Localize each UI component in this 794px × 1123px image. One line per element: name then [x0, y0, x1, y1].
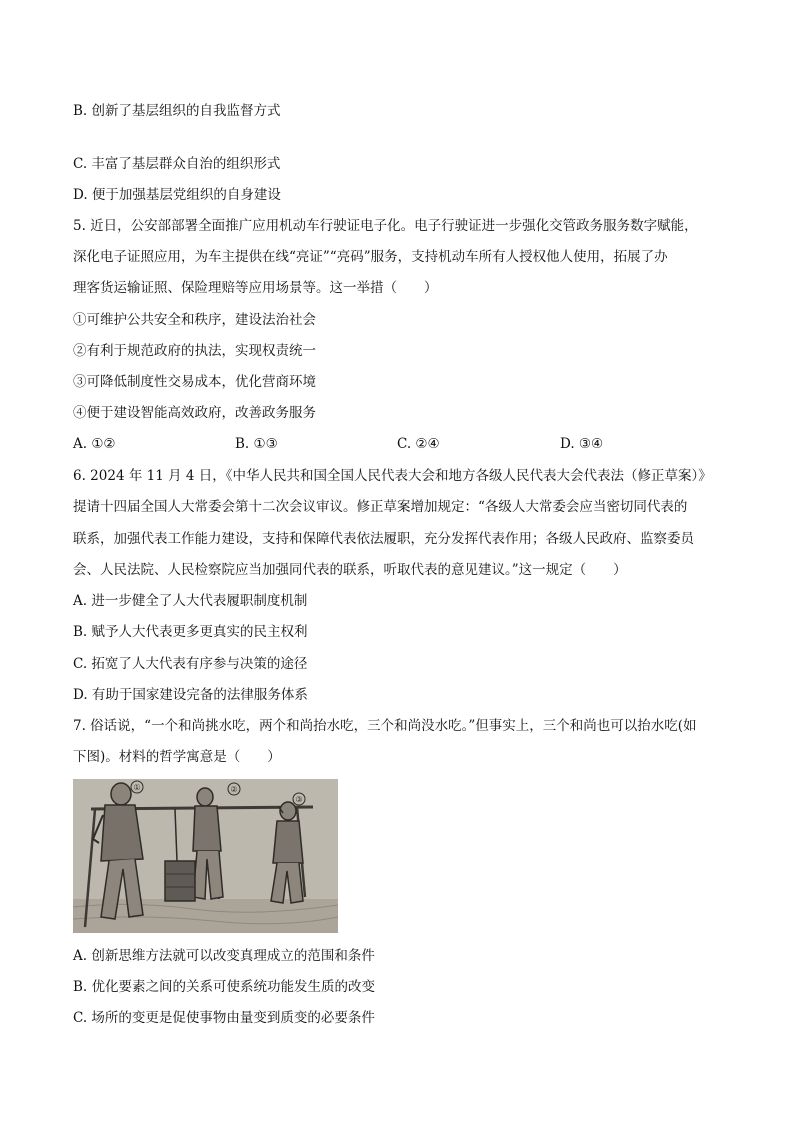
figure-label-1: ①: [133, 783, 141, 792]
q6-option-c: C. 拓宽了人大代表有序参与决策的途径: [73, 656, 308, 672]
figure-label-3: ③: [295, 795, 303, 804]
q4-option-b: B. 创新了基层组织的自我监督方式: [73, 103, 281, 119]
q5-item-3: ③可降低制度性交易成本，优化营商环境: [73, 374, 316, 390]
q5-option-a: A. ①②: [73, 436, 116, 452]
q7-option-c: C. 场所的变更是促使事物由量变到质变的必要条件: [73, 1010, 375, 1026]
q5-item-1: ①可维护公共安全和秩序，建设法治社会: [73, 312, 316, 328]
q7-option-a: A. 创新思维方法就可以改变真理成立的范围和条件: [73, 948, 375, 964]
q6-option-d: D. 有助于国家建设完备的法律服务体系: [73, 687, 308, 703]
three-monks-sketch: [73, 779, 338, 933]
q6-option-b: B. 赋予人大代表更多更真实的民主权利: [73, 624, 308, 640]
q4-option-c: C. 丰富了基层群众自治的组织形式: [73, 156, 281, 172]
q5-options: [73, 436, 733, 456]
q5-option-b: B. ①③: [235, 436, 278, 452]
q7-stem-line-2: 下图)。材料的哲学寓意是（ ）: [73, 749, 281, 765]
q5-option-c: C. ②④: [397, 436, 440, 452]
q6-stem-line-3: 联系，加强代表工作能力建设，支持和保障代表依法履职，充分发挥代表作用；各级人民政府、监察委员: [73, 531, 694, 547]
q5-item-4: ④便于建设智能高效政府，改善政务服务: [73, 405, 316, 421]
q5-stem-line-1: 5. 近日，公安部部署全面推广应用机动车行驶证电子化。电子行驶证进一步强化交管政务服务数字赋能，: [73, 218, 698, 234]
q6-stem-line-4: 会、人民法院、人民检察院应当加强同代表的联系，听取代表的意见建议。”这一规定（ ）: [73, 562, 627, 578]
q7-stem-line-1: 7. 俗话说，“一个和尚挑水吃，两个和尚抬水吃，三个和尚没水吃。”但事实上，三个和尚也可以抬水吃(如: [73, 718, 697, 734]
three-monks-figure: [73, 779, 338, 933]
q6-option-a: A. 进一步健全了人大代表履职制度机制: [73, 593, 308, 609]
q6-stem-line-2: 提请十四届全国人大常委会第十二次会议审议。修正草案增加规定：“各级人大常委会应当密切同代表的: [73, 499, 688, 515]
q4-option-d: D. 便于加强基层党组织的自身建设: [73, 187, 281, 203]
q5-item-2: ②有利于规范政府的执法，实现权责统一: [73, 343, 316, 359]
q7-option-b: B. 优化要素之间的关系可使系统功能发生质的改变: [73, 979, 376, 995]
q5-stem-line-2: 深化电子证照应用，为车主提供在线“亮证”“亮码”服务，支持机动车所有人授权他人使用，拓展了办: [73, 249, 668, 265]
figure-label-2: ②: [230, 785, 238, 794]
q5-option-d: D. ③④: [560, 436, 604, 452]
q6-stem-line-1: 6. 2024 年 11 月 4 日，《中华人民共和国全国人民代表大会和地方各级人民代表大会代表法（修正草案）》: [73, 468, 712, 484]
q5-stem-line-3: 理客货运输证照、保险理赔等应用场景等。这一举措（ ）: [73, 280, 438, 296]
